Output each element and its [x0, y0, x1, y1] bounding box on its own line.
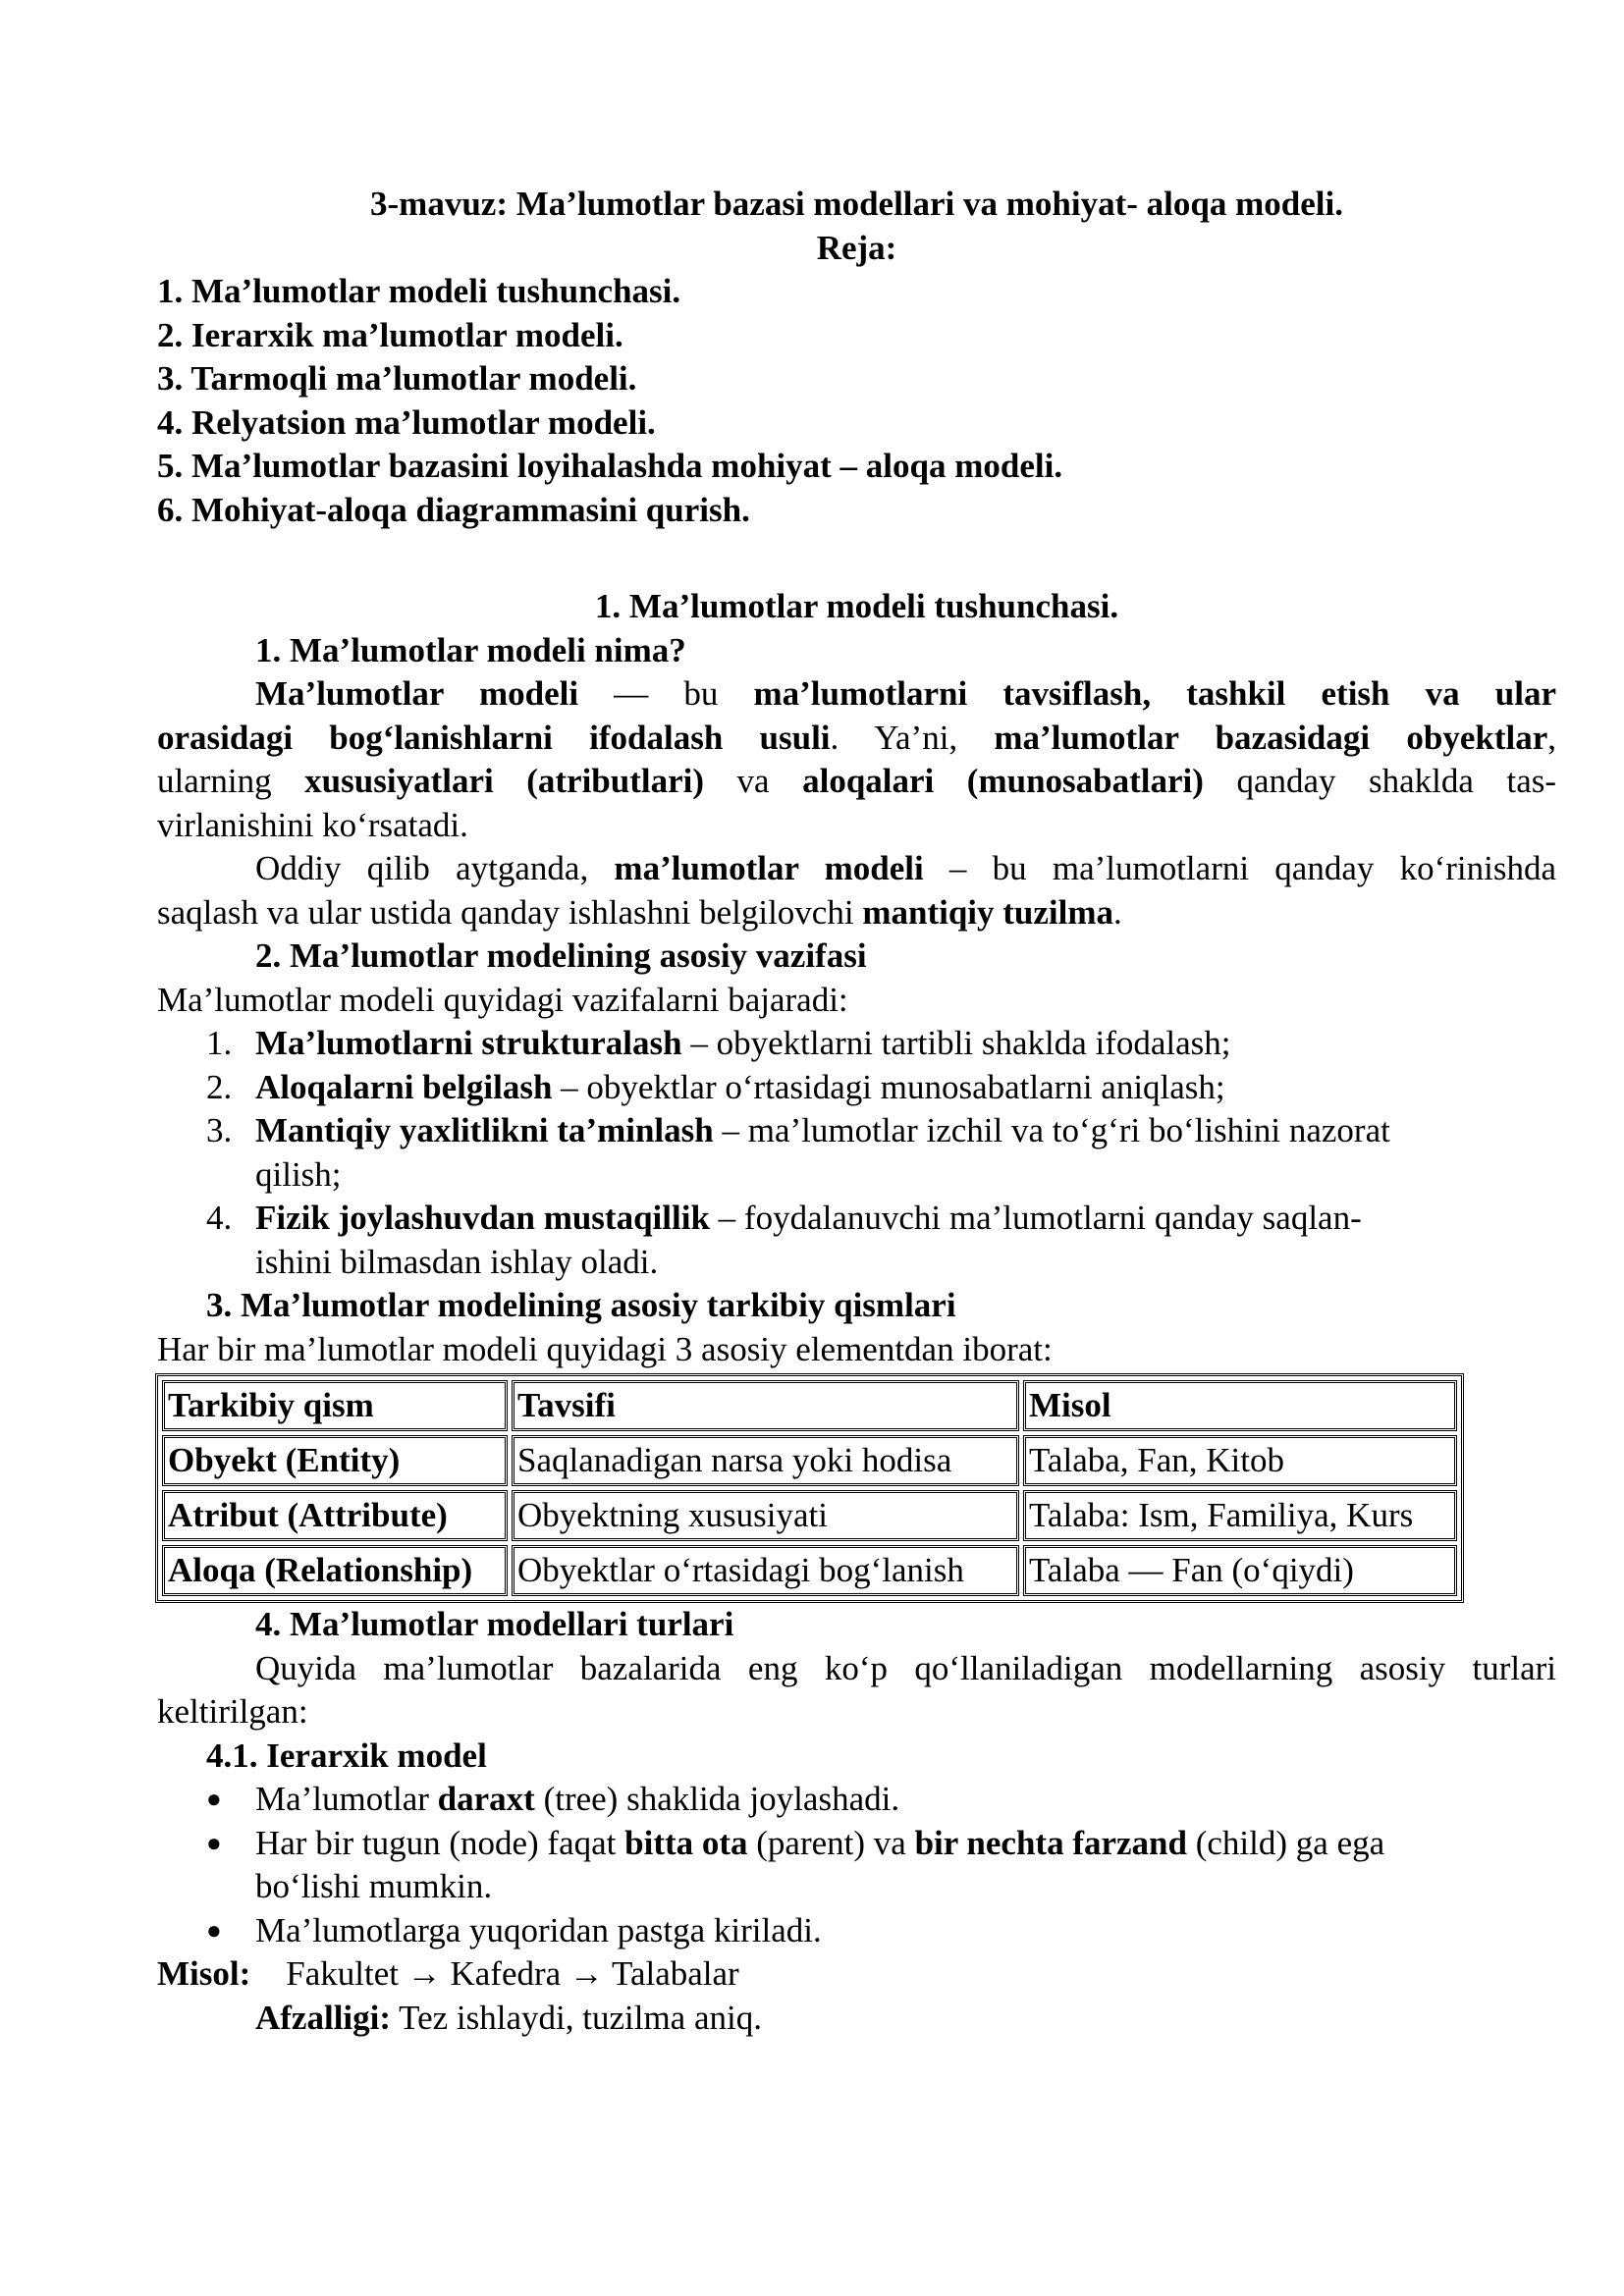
list-item: ● Har bir tugun (node) faqat bitta ota (parent) va bir nechta farzand (child) ga ega [157, 1822, 1556, 1866]
subsection-1-title: 1. Ma’lumotlar modeli nima? [255, 630, 686, 669]
subsection-3-intro: Har bir ma’lumotlar modeli quyidagi 3 asosiy elementdan iborat: [157, 1329, 1053, 1368]
table-cell: Saqlanadigan narsa yoki hodisa [512, 1435, 1019, 1486]
table-cell: Obyektning xususiyati [512, 1490, 1019, 1541]
plan-item: 5. Ma’lumotlar bazasini loyihalashda mohiyat – aloqa modeli. [157, 447, 1063, 485]
bullet-icon: ● [206, 1785, 222, 1813]
plan-heading: Reja: [816, 228, 897, 267]
plan-list [157, 270, 1556, 532]
example-line [157, 1952, 1556, 1997]
paragraph-definition: Ma’lumotlar modeli — bu ma’lumotlarni tavsiflash, tashkil etish va ular orasidagi bog‘lanishlarni ifodalash usuli. Ya’ni, ma’lumotlar bazasidagi obyektlar, ularning xususiyatlari (atributlari) va aloqalari (munosabatlari) qanday shaklda tas- virlanishini ko‘rsatadi. [157, 674, 1556, 844]
list-item: ● Ma’lumotlar daraxt (tree) shaklida joylashadi. [157, 1778, 1556, 1822]
table-row [162, 1435, 1457, 1486]
advantage-label: Afzalligi: [255, 1998, 392, 2037]
subsection-3-title: 3. Ma’lumotlar modelining asosiy tarkibiy qismlari [206, 1286, 956, 1324]
table-cell: Aloqa (Relationship) [162, 1545, 508, 1596]
section-1-title: 1. Ma’lumotlar modeli tushunchasi. [594, 587, 1119, 625]
example-label: Misol: [157, 1954, 251, 1993]
list-item: 1. Ma’lumotlarni strukturalash – obyektlarni tartibli shaklda ifodalash; [206, 1024, 1231, 1062]
subsection-4-1-title: 4.1. Ierarxik model [206, 1735, 487, 1775]
plan-item: 6. Mohiyat-aloqa diagrammasini qurish. [157, 490, 750, 529]
tasks-list [157, 1022, 1556, 1284]
list-item: 4. Fizik joylashuvdan mustaqillik – foydalanuvchi ma’lumotlarni qanday saqlan- [206, 1199, 1362, 1237]
plan-item: 1. Ma’lumotlar modeli tushunchasi. [157, 272, 681, 310]
subsection-4-title: 4. Ma’lumotlar modellari turlari [255, 1605, 734, 1643]
list-item: ● Ma’lumotlarga yuqoridan pastga kiriladi. [157, 1909, 1556, 1953]
list-item-continuation: bo‘lishi mumkin. [255, 1867, 493, 1905]
table-cell: Talaba — Fan (o‘qiydi) [1023, 1545, 1457, 1596]
table-row [162, 1490, 1457, 1541]
bullet-icon: ● [206, 1828, 222, 1857]
list-item: 3. Mantiqiy yaxlitlikni ta’minlash – ma’lumotlar izchil va to‘g‘ri bo‘lishini nazorat [206, 1111, 1390, 1149]
table-cell: Atribut (Attribute) [162, 1490, 508, 1541]
plan-item: 4. Relyatsion ma’lumotlar modeli. [157, 402, 656, 442]
paragraph-simple: Oddiy qilib aytganda, ma’lumotlar modeli – bu ma’lumotlarni qanday ko‘rinishda saqlash va ular ustida qanday ishlashni belgilovchi mantiqiy tuzilma. [157, 849, 1556, 932]
bullet-icon: ● [206, 1915, 222, 1945]
document-page [157, 183, 1556, 2040]
components-table [155, 1373, 1464, 1603]
list-item-continuation: qilish; [255, 1154, 342, 1194]
table-cell: Obyektlar o‘rtasidagi bog‘lanish [512, 1545, 1019, 1596]
table-header-cell: Tavsifi [512, 1380, 1019, 1431]
table-header-row [162, 1380, 1457, 1431]
advantage-text: Tez ishlaydi, tuzilma aniq. [391, 1998, 762, 2037]
plan-item: 2. Ierarxik ma’lumotlar modeli. [157, 315, 623, 354]
paragraph-types: Quyida ma’lumotlar bazalarida eng ko‘p qo‘llaniladigan modellarning asosiy turlari keltirilgan: [157, 1648, 1556, 1731]
list-item-continuation: ishini bilmasdan ishlay oladi. [255, 1242, 659, 1281]
table-cell: Obyekt (Entity) [162, 1435, 508, 1486]
plan-item: 3. Tarmoqli ma’lumotlar modeli. [157, 359, 637, 398]
subsection-2-title: 2. Ma’lumotlar modelining asosiy vazifasi [255, 936, 867, 975]
table-row [162, 1545, 1457, 1596]
document-title: 3-mavuz: Ma’lumotlar bazasi modellari va mohiyat- aloqa modeli. [370, 185, 1343, 223]
advantage-line [157, 1997, 1556, 2041]
subsection-2-intro: Ma’lumotlar modeli quyidagi vazifalarni bajaradi: [157, 980, 848, 1019]
table-cell: Talaba: Ism, Familiya, Kurs [1023, 1490, 1457, 1541]
table-header-cell: Tarkibiy qism [162, 1380, 508, 1431]
table-cell: Talaba, Fan, Kitob [1023, 1435, 1457, 1486]
table-header-cell: Misol [1023, 1380, 1457, 1431]
list-item: 2. Aloqalarni belgilash – obyektlar o‘rtasidagi munosabatlarni aniqlash; [206, 1067, 1225, 1106]
bullet-list [157, 1778, 1556, 1952]
example-text: Fakultet → Kafedra → Talabalar [286, 1954, 739, 1993]
